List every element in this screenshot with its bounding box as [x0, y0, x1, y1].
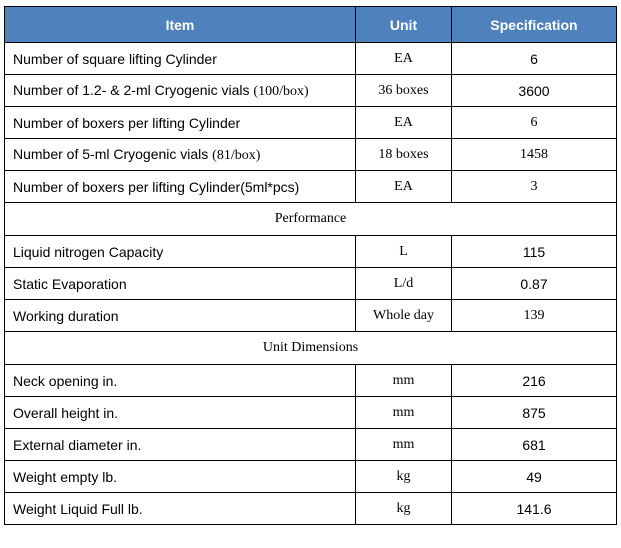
spec-cell: 0.87 — [452, 268, 617, 300]
table-row — [5, 43, 617, 75]
item-text: Number of 1.2- & 2-ml Cryogenic vials — [13, 81, 254, 98]
table-row — [5, 75, 617, 107]
section-unit-dimensions: Unit Dimensions — [5, 332, 617, 365]
item-cell — [5, 75, 356, 107]
item-cell: Weight empty lb. — [5, 461, 356, 493]
spec-cell: 6 — [452, 43, 617, 75]
table-row — [5, 429, 617, 461]
item-cell: Working duration — [5, 300, 356, 332]
spec-cell: 1458 — [452, 139, 617, 171]
table-row — [5, 461, 617, 493]
unit-cell: Whole day — [356, 300, 452, 332]
header-unit: Unit — [356, 7, 452, 43]
unit-cell: kg — [356, 493, 452, 525]
spec-cell: 3 — [452, 171, 617, 203]
table-row — [5, 171, 617, 203]
item-text: Number of 5-ml Cryogenic vials — [13, 145, 213, 162]
unit-cell: mm — [356, 429, 452, 461]
spec-cell: 216 — [452, 365, 617, 397]
item-cell: Static Evaporation — [5, 268, 356, 300]
item-cell: Number of boxers per lifting Cylinder(5ml*pcs) — [5, 171, 356, 203]
unit-cell: mm — [356, 365, 452, 397]
header-specification: Specification — [452, 7, 617, 43]
specification-table — [4, 6, 617, 525]
unit-cell: EA — [356, 171, 452, 203]
table-row — [5, 365, 617, 397]
item-suffix: (81/box) — [212, 147, 261, 163]
table-row — [5, 397, 617, 429]
unit-cell: L/d — [356, 268, 452, 300]
table-row — [5, 236, 617, 268]
table-row — [5, 268, 617, 300]
item-cell — [5, 139, 356, 171]
spec-cell: 875 — [452, 397, 617, 429]
unit-cell: 18 boxes — [356, 139, 452, 171]
item-cell: External diameter in. — [5, 429, 356, 461]
item-cell: Weight Liquid Full lb. — [5, 493, 356, 525]
section-row — [5, 203, 617, 236]
spec-cell: 49 — [452, 461, 617, 493]
item-cell: Liquid nitrogen Capacity — [5, 236, 356, 268]
unit-cell: mm — [356, 397, 452, 429]
item-cell: Overall height in. — [5, 397, 356, 429]
unit-cell: L — [356, 236, 452, 268]
item-suffix: (100/box) — [253, 83, 309, 99]
table-row — [5, 493, 617, 525]
section-performance: Performance — [5, 203, 617, 236]
spec-cell: 6 — [452, 107, 617, 139]
unit-cell: EA — [356, 43, 452, 75]
spec-cell: 115 — [452, 236, 617, 268]
item-cell: Number of square lifting Cylinder — [5, 43, 356, 75]
table-row — [5, 107, 617, 139]
header-row — [5, 7, 617, 43]
spec-cell: 681 — [452, 429, 617, 461]
spec-cell: 141.6 — [452, 493, 617, 525]
table-row — [5, 139, 617, 171]
item-cell: Number of boxers per lifting Cylinder — [5, 107, 356, 139]
header-item: Item — [5, 7, 356, 43]
section-row — [5, 332, 617, 365]
unit-cell: kg — [356, 461, 452, 493]
unit-cell: EA — [356, 107, 452, 139]
table-row — [5, 300, 617, 332]
unit-cell: 36 boxes — [356, 75, 452, 107]
item-cell: Neck opening in. — [5, 365, 356, 397]
spec-cell: 139 — [452, 300, 617, 332]
spec-cell: 3600 — [452, 75, 617, 107]
